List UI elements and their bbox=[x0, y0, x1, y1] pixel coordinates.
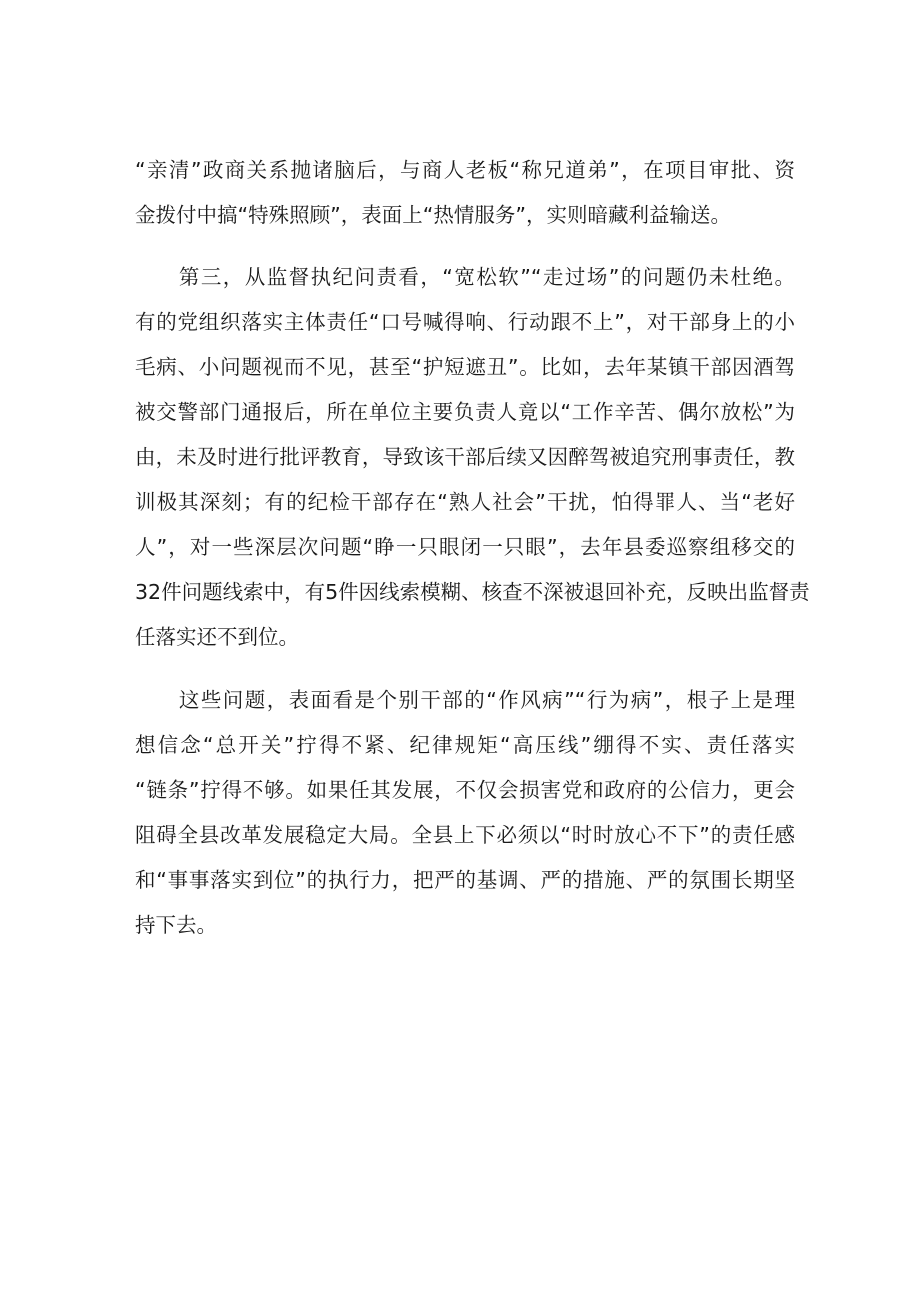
text-line: 任落实还不到位。 bbox=[135, 625, 299, 649]
text-line: 第三，从监督执纪问责看，“宽松软”“走过场”的问题仍未杜绝。 bbox=[135, 265, 795, 289]
text-line: 金拨付中搞“特殊照顾”，表面上“热情服务”，实则暗藏利益输送。 bbox=[135, 203, 731, 227]
text-line: 阻碍全县改革发展稳定大局。全县上下必须以“时时放心不下”的责任感 bbox=[135, 823, 795, 847]
text-line: 持下去。 bbox=[135, 913, 217, 937]
text-line: 毛病、小问题视而不见，甚至“护短遮丑”。比如，去年某镇干部因酒驾 bbox=[135, 355, 795, 379]
text-line: 32件问题线索中，有5件因线索模糊、核查不深被退回补充，反映出监督责 bbox=[135, 580, 810, 604]
text-line: 训极其深刻；有的纪检干部存在“熟人社会”干扰，怕得罪人、当“老好 bbox=[135, 490, 795, 514]
paragraph-3 bbox=[135, 678, 795, 948]
text-line: 这些问题，表面看是个别干部的“作风病”“行为病”，根子上是理 bbox=[135, 688, 795, 712]
text-line: 人”，对一些深层次问题“睁一只眼闭一只眼”，去年县委巡察组移交的 bbox=[135, 535, 795, 559]
paragraph-1 bbox=[135, 148, 795, 238]
text-line: 由，未及时进行批评教育，导致该干部后续又因醉驾被追究刑事责任，教 bbox=[135, 445, 795, 469]
text-line: “亲清”政商关系抛诸脑后，与商人老板“称兄道弟”，在项目审批、资 bbox=[135, 158, 795, 182]
text-line: 想信念“总开关”拧得不紧、纪律规矩“高压线”绷得不实、责任落实 bbox=[135, 733, 795, 757]
text-line: 被交警部门通报后，所在单位主要负责人竟以“工作辛苦、偶尔放松”为 bbox=[135, 400, 795, 424]
text-line: 和“事事落实到位”的执行力，把严的基调、严的措施、严的氛围长期坚 bbox=[135, 868, 795, 892]
text-line: 有的党组织落实主体责任“口号喊得响、行动跟不上”，对干部身上的小 bbox=[135, 310, 795, 334]
paragraph-2 bbox=[135, 255, 810, 660]
text-line: “链条”拧得不够。如果任其发展，不仅会损害党和政府的公信力，更会 bbox=[135, 778, 795, 802]
